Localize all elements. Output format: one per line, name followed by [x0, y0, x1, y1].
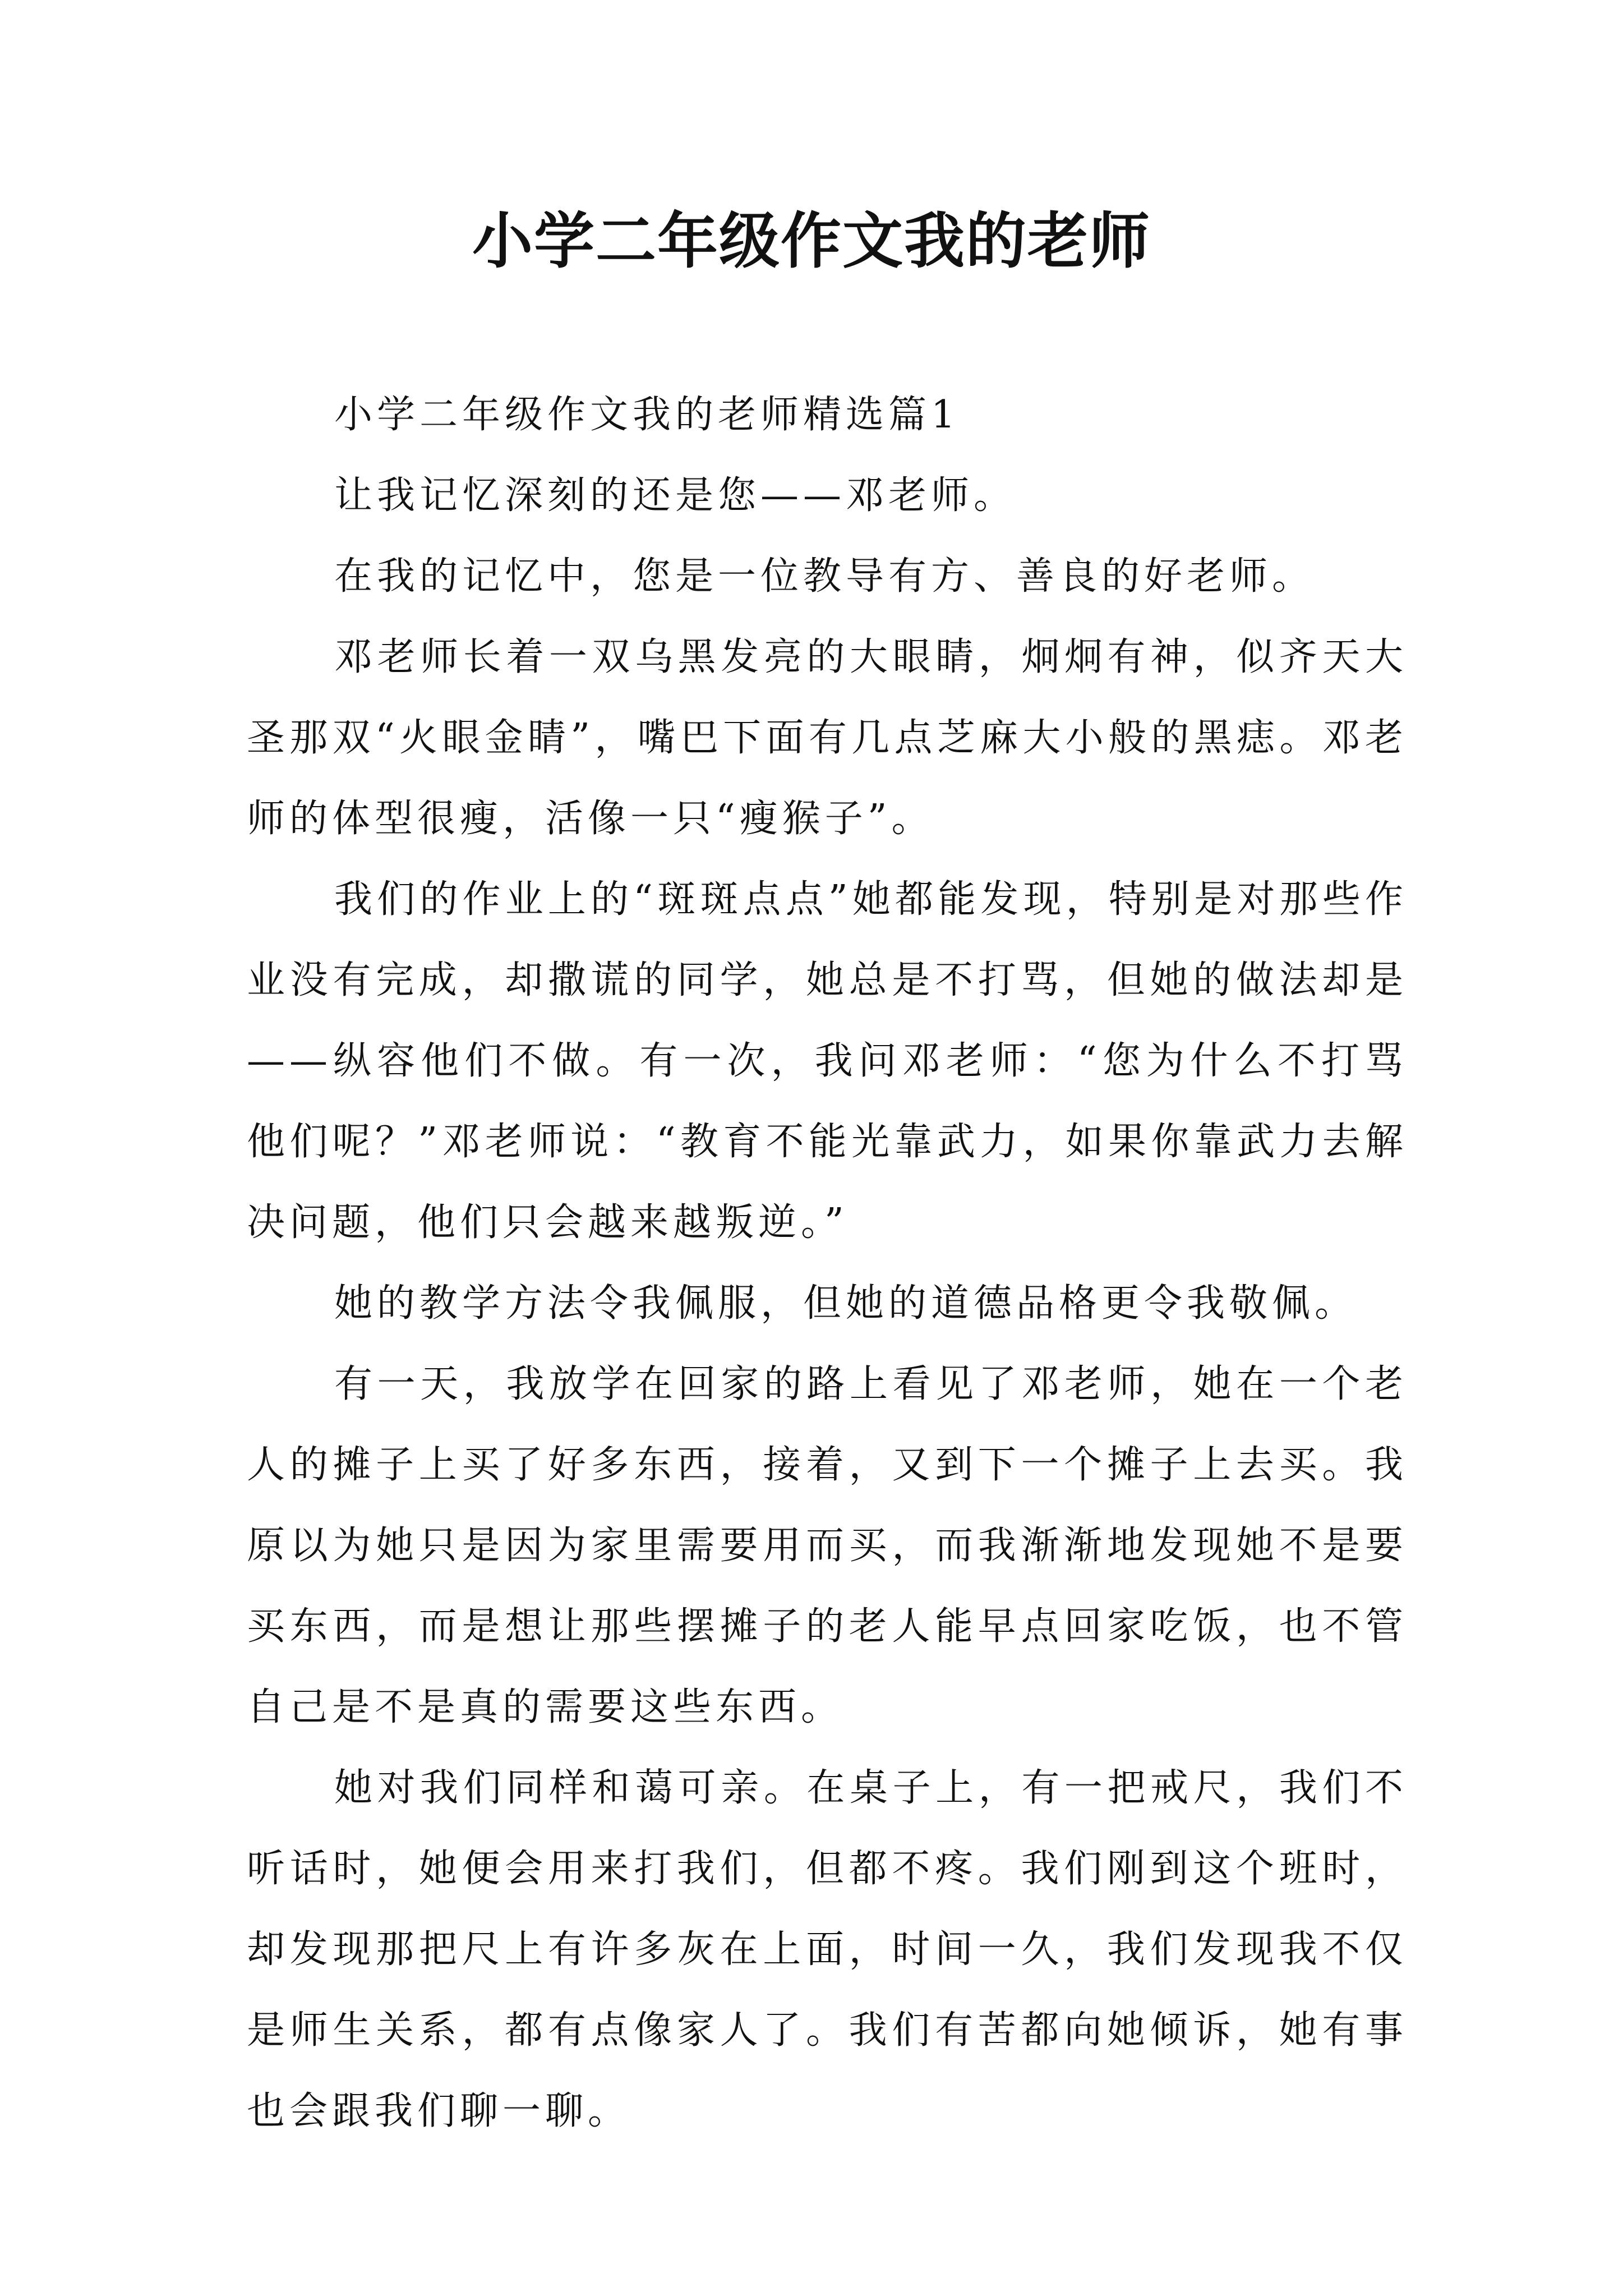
paragraph: 她的教学方法令我佩服，但她的道德品格更令我敬佩。	[334, 1281, 1358, 1326]
document-body	[247, 375, 1408, 2152]
paragraph: 邓老师长着一双乌黑发亮的大眼睛，炯炯有神，似齐天大圣那双“火眼金睛”，嘴巴下面有几点芝麻大小般的黑痣。邓老师的体型很瘦，活像一只“瘦猴子”。	[247, 635, 1408, 841]
document-title: 小学二年级作文我的老师	[472, 206, 1151, 277]
paragraph-section-heading: 小学二年级作文我的老师精选篇1	[334, 393, 960, 437]
paragraph: 我们的作业上的“斑斑点点”她都能发现，特别是对那些作业没有完成，却撒谎的同学，她总是不打骂，但她的做法却是——纵容他们不做。有一次，我问邓老师：“您为什么不打骂他们呢？”邓老师说：“教育不能光靠武力，如果你靠武力去解决问题，他们只会越来越叛逆。”	[247, 877, 1408, 1245]
paragraph: 让我记忆深刻的还是您——邓老师。	[334, 473, 1017, 518]
paragraph: 在我的记忆中，您是一位教导有方、善良的好老师。	[334, 554, 1315, 599]
paragraph: 她对我们同样和蔼可亲。在桌子上，有一把戒尺，我们不听话时，她便会用来打我们，但都不疼。我们刚到这个班时，却发现那把尺上有许多灰在上面，时间一久，我们发现我不仅是师生关系，都有点像家人了。我们有苦都向她倾诉，她有事也会跟我们聊一聊。	[247, 1766, 1408, 2133]
paragraph: 有一天，我放学在回家的路上看见了邓老师，她在一个老人的摊子上买了好多东西，接着，又到下一个摊子上去买。我原以为她只是因为家里需要用而买，而我渐渐地发现她不是要买东西，而是想让那些摆摊子的老人能早点回家吃饭，也不管自己是不是真的需要这些东西。	[247, 1362, 1408, 1729]
